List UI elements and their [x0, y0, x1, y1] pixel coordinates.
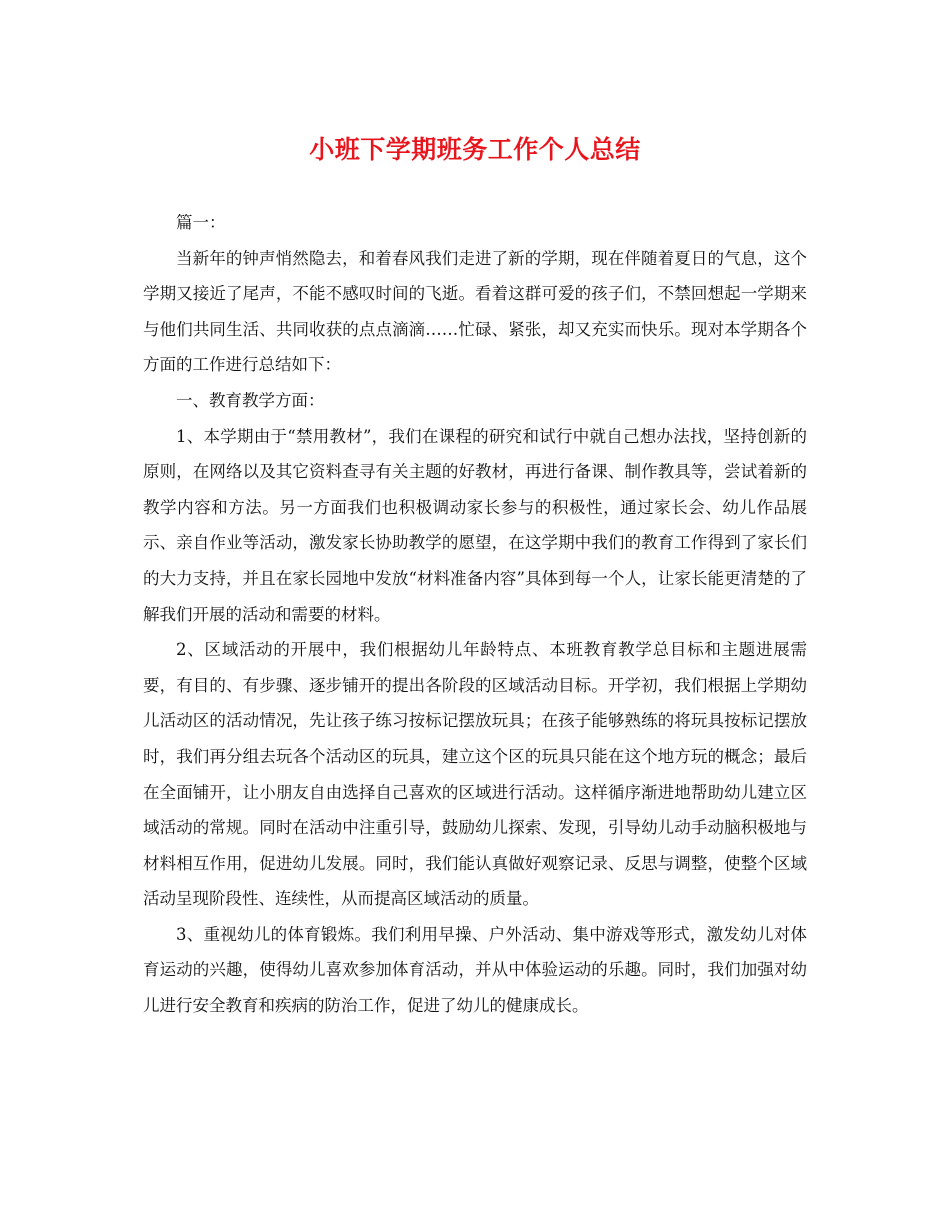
section-heading-part-one: 篇一： — [176, 213, 226, 232]
paragraph-item-3: 3、重视幼儿的体育锻炼。我们利用早操、户外活动、集中游戏等形式，激发幼儿对体育运动的兴趣，使得幼儿喜欢参加体育活动，并从中体验运动的乐趣。同时，我们加强对幼儿进行安全教育和疾病的防治工作，促进了幼儿的健康成长。 — [143, 924, 807, 1016]
document-title: 小班下学期班务工作个人总结 — [309, 135, 641, 164]
document-body — [143, 205, 807, 1024]
section-heading-teaching: 一、教育教学方面： — [176, 390, 325, 410]
intro-paragraph: 当新年的钟声悄然隐去，和着春风我们走进了新的学期，现在伴随着夏日的气息，这个学期又接近了尾声，不能不感叹时间的飞逝。看着这群可爱的孩子们，不禁回想起一学期来与他们共同生活、共同收获的点点滴滴……忙碌、紧张，却又充实而快乐。现对本学期各个方面的工作进行总结如下： — [143, 248, 807, 375]
paragraph-item-2: 2、区域活动的开展中，我们根据幼儿年龄特点、本班教育教学总目标和主题进展需要，有目的、有步骤、逐步铺开的提出各阶段的区域活动目标。开学初，我们根据上学期幼儿活动区的活动情况，先让孩子练习按标记摆放玩具；在孩子能够熟练的将玩具按标记摆放时，我们再分组去玩各个活动区的玩具，建立这个区的玩具只能在这个地方玩的概念；最后在全面铺开，让小朋友自由选择自己喜欢的区域进行活动。这样循序渐进地帮助幼儿建立区域活动的常规。同时在活动中注重引导，鼓励幼儿探索、发现，引导幼儿动手动脑积极地与材料相互作用，促进幼儿发展。同时，我们能认真做好观察记录、反思与调整，使整个区域活动呈现阶段性、连续性，从而提高区域活动的质量。 — [143, 640, 807, 909]
paragraph-item-1: 1、本学期由于“禁用教材”，我们在课程的研究和试行中就自己想办法找，坚持创新的原则，在网络以及其它资料查寻有关主题的好教材，再进行备课、制作教具等，尝试着新的教学内容和方法。另一方面我们也积极调动家长参与的积极性，通过家长会、幼儿作品展示、亲自作业等活动，激发家长协助教学的愿望，在这学期中我们的教育工作得到了家长们的大力支持，并且在家长园地中发放“材料准备内容”具体到每一个人，让家长能更清楚的了解我们开展的活动和需要的材料。 — [143, 426, 807, 624]
